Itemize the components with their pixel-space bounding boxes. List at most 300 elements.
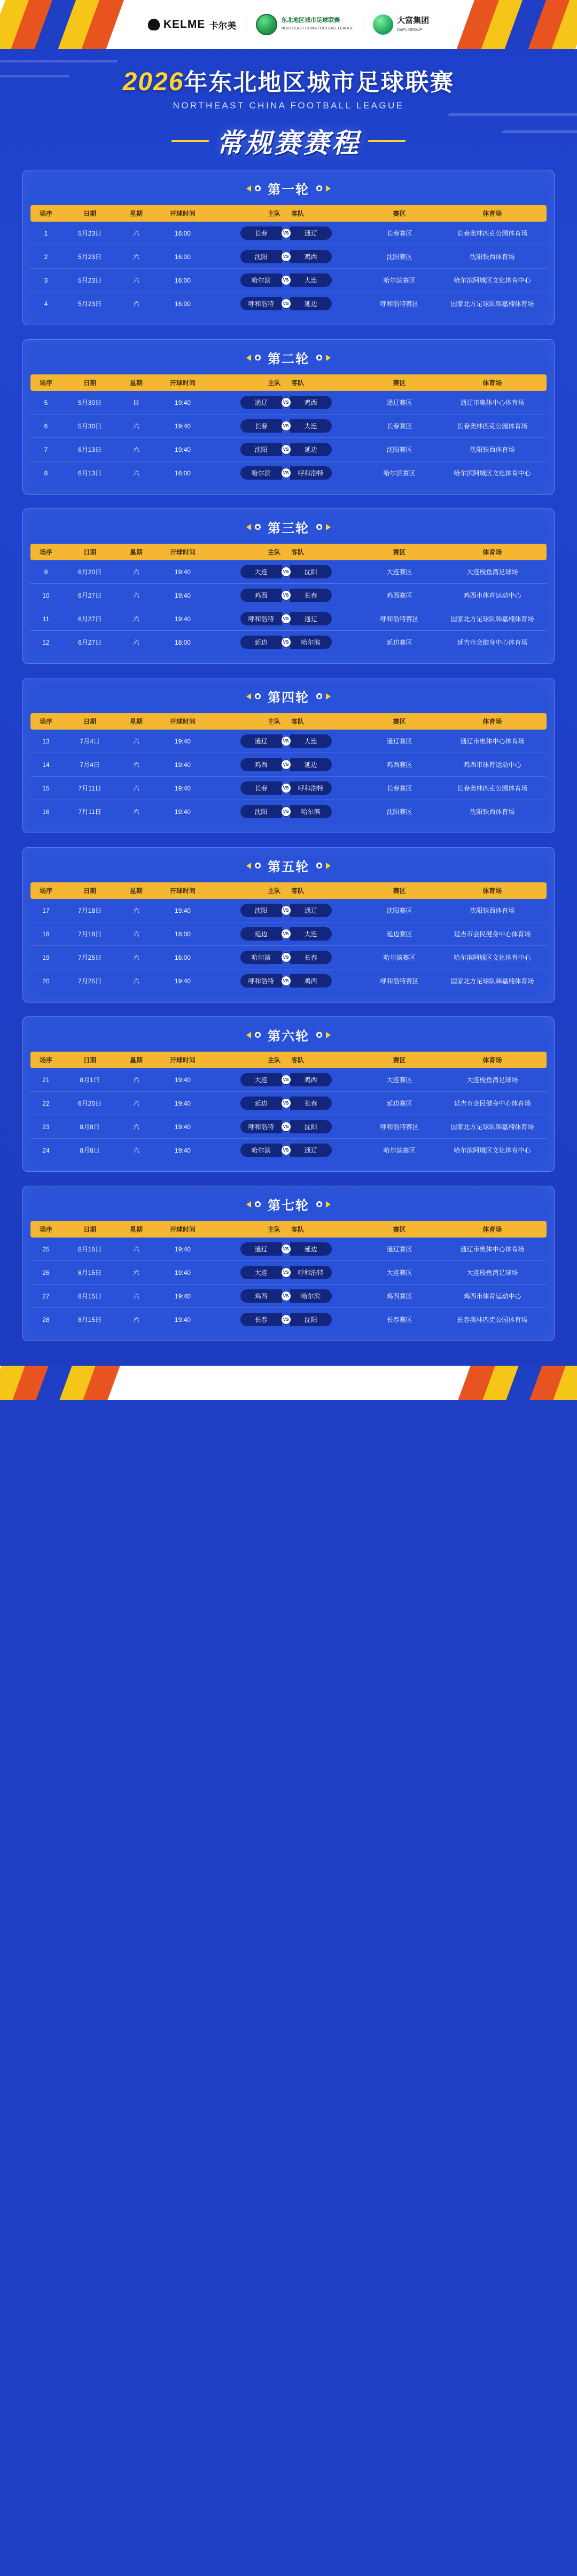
sponsor-name: 大富集团 DAFU GROUP xyxy=(397,15,430,32)
table-row[interactable] xyxy=(30,414,547,438)
home-team: 大连 xyxy=(240,1073,282,1086)
cell-matchup xyxy=(211,292,361,316)
vs-badge-icon: VS xyxy=(281,468,291,478)
cell-date: 7月11日 xyxy=(78,808,102,816)
football-icon xyxy=(316,693,323,700)
cell-area: 长春赛区 xyxy=(361,414,438,438)
column-header: 日期 xyxy=(61,882,118,899)
matchup xyxy=(212,1313,360,1326)
cell-area: 大连赛区 xyxy=(361,560,438,584)
cell-match-no: 28 xyxy=(42,1316,50,1324)
matchup xyxy=(212,589,360,602)
cell-venue: 长春奥林匹克公园体育场 xyxy=(457,1316,528,1324)
cell-match-no: 16 xyxy=(42,808,50,816)
cell-weekday: 六 xyxy=(118,1285,154,1308)
cell-weekday: 六 xyxy=(118,414,154,438)
schedule-table xyxy=(30,882,547,992)
cell-weekday: 六 xyxy=(118,607,154,631)
cell-match-no: 8 xyxy=(44,469,48,477)
cell-match-no: 10 xyxy=(30,584,61,607)
cell-match-no: 13 xyxy=(30,730,61,753)
vs-badge-icon: VS xyxy=(281,1145,291,1155)
cell-area: 延边赛区 xyxy=(386,639,412,646)
column-header: 赛区 xyxy=(361,713,438,730)
matchup xyxy=(212,1120,360,1133)
cell-date: 7月11日 xyxy=(61,777,118,800)
vs-badge-icon: VS xyxy=(281,275,291,285)
hero-title-cn: 东北地区城市足球联赛 xyxy=(208,69,455,96)
table-row[interactable] xyxy=(30,922,547,946)
football-icon xyxy=(254,693,261,700)
cell-date: 8月15日 xyxy=(61,1261,118,1285)
matchup xyxy=(212,805,360,818)
football-icon xyxy=(316,185,323,192)
cell-venue: 国家北方足球队韩嘉楠体育场 xyxy=(450,977,534,985)
vs-badge-icon: VS xyxy=(281,1267,291,1278)
page-title xyxy=(123,63,455,97)
cell-area: 鸡西赛区 xyxy=(361,1285,438,1308)
cell-match-no: 12 xyxy=(42,638,50,646)
cell-matchup xyxy=(211,1285,361,1308)
matchup xyxy=(212,974,360,988)
matchup xyxy=(212,1289,360,1303)
decor-bar-right xyxy=(368,140,406,142)
away-team: 长春 xyxy=(290,1097,332,1110)
vs-badge-icon: VS xyxy=(281,590,291,600)
column-header: 开球时间 xyxy=(154,544,211,560)
round-decor-left xyxy=(246,1201,261,1208)
round-card xyxy=(22,1186,555,1341)
home-team: 大连 xyxy=(240,565,282,578)
cell-area: 哈尔滨赛区 xyxy=(383,1147,416,1154)
hero-year: 2026 xyxy=(122,68,184,96)
cell-weekday: 六 xyxy=(118,922,154,946)
column-header: 主队 客队 xyxy=(211,1221,361,1238)
cell-area: 沈阳赛区 xyxy=(361,899,438,922)
column-header: 体育场 xyxy=(438,1052,547,1068)
table-row[interactable] xyxy=(30,1139,547,1162)
cell-match-no: 26 xyxy=(30,1261,61,1285)
cell-match-no: 21 xyxy=(30,1068,61,1092)
home-team: 延边 xyxy=(240,1097,282,1110)
home-team: 哈尔滨 xyxy=(240,466,282,480)
league-emblem-icon xyxy=(256,14,277,35)
round-decor-left xyxy=(246,1031,261,1038)
column-header: 日期 xyxy=(61,544,118,560)
table-row[interactable] xyxy=(30,1115,547,1139)
table-row[interactable] xyxy=(30,1308,547,1332)
cell-venue: 沈阳铁西体育场 xyxy=(438,899,547,922)
cell-match-no: 5 xyxy=(30,391,61,414)
matchup xyxy=(212,443,360,456)
cell-kickoff-time: 19:40 xyxy=(154,438,211,461)
cell-weekday: 六 xyxy=(133,977,140,985)
matchup xyxy=(212,951,360,964)
round-header xyxy=(30,856,547,875)
cell-matchup xyxy=(211,414,361,438)
triangle-icon xyxy=(326,524,331,530)
away-team: 延边 xyxy=(290,297,332,310)
football-icon xyxy=(254,862,261,869)
round-title: 第四轮 xyxy=(268,691,309,705)
column-header: 体育场 xyxy=(438,544,547,560)
cell-kickoff-time: 19:40 xyxy=(154,730,211,753)
table-row[interactable] xyxy=(30,946,547,969)
cell-match-no: 3 xyxy=(30,269,61,292)
football-icon xyxy=(316,1201,323,1208)
round-card xyxy=(22,170,555,325)
table-row[interactable] xyxy=(30,800,547,824)
vs-badge-icon: VS xyxy=(281,736,291,746)
cell-match-no: 20 xyxy=(42,977,50,985)
column-header: 开球时间 xyxy=(154,205,211,222)
column-header: 赛区 xyxy=(361,1052,438,1068)
cell-date: 7月18日 xyxy=(61,922,118,946)
cell-match-no: 19 xyxy=(30,946,61,969)
sponsor-logo xyxy=(373,14,429,35)
cell-matchup xyxy=(211,391,361,414)
cell-match-no: 1 xyxy=(30,222,61,245)
cell-venue: 通辽市奥体中心体育场 xyxy=(438,1238,547,1261)
table-row[interactable] xyxy=(30,777,547,800)
table-row[interactable] xyxy=(30,1261,547,1285)
round-card xyxy=(22,339,555,495)
round-card xyxy=(22,508,555,664)
cell-match-no: 7 xyxy=(30,438,61,461)
schedule-table xyxy=(30,374,547,484)
away-team: 大连 xyxy=(290,273,332,287)
round-decor-left xyxy=(246,354,261,361)
cell-kickoff-time: 16:00 xyxy=(154,269,211,292)
table-row[interactable] xyxy=(30,1238,547,1261)
cell-venue: 国家北方足球队韩嘉楠体育场 xyxy=(450,300,534,308)
hero-subtitle: 常规赛赛程 xyxy=(216,128,361,158)
cell-area: 大连赛区 xyxy=(361,1261,438,1285)
column-header: 日期 xyxy=(61,374,118,391)
column-header: 场序 xyxy=(30,205,61,222)
kelme-wordmark-cn: 卡尔美 xyxy=(209,20,237,31)
vs-badge-icon: VS xyxy=(281,783,291,793)
cell-weekday: 六 xyxy=(133,808,140,816)
table-header-row xyxy=(30,1221,547,1238)
triangle-icon xyxy=(326,185,331,192)
vs-badge-icon: VS xyxy=(281,760,291,770)
cell-area: 大连赛区 xyxy=(361,1068,438,1092)
cell-matchup xyxy=(211,969,361,993)
column-header: 日期 xyxy=(61,205,118,222)
home-team: 延边 xyxy=(240,927,282,941)
matchup xyxy=(212,1266,360,1279)
column-header: 日期 xyxy=(61,1221,118,1238)
cell-matchup xyxy=(211,777,361,800)
round-title: 第三轮 xyxy=(268,521,309,536)
column-header: 体育场 xyxy=(438,882,547,899)
table-row[interactable] xyxy=(30,607,547,631)
cell-date: 5月23日 xyxy=(78,300,102,308)
cell-weekday: 六 xyxy=(133,1147,140,1154)
football-icon xyxy=(316,1031,323,1038)
away-team: 呼和浩特 xyxy=(290,781,332,795)
vs-badge-icon: VS xyxy=(281,299,291,309)
round-card xyxy=(22,847,555,1003)
football-icon xyxy=(316,354,323,361)
cell-area: 通辽赛区 xyxy=(361,730,438,753)
column-header: 日期 xyxy=(61,1052,118,1068)
away-team: 沈阳 xyxy=(290,565,332,578)
table-row[interactable] xyxy=(30,1068,547,1092)
vs-badge-icon: VS xyxy=(281,397,291,408)
table-row[interactable] xyxy=(30,391,547,414)
home-team: 沈阳 xyxy=(240,443,282,456)
schedule-table xyxy=(30,1052,547,1162)
home-team: 哈尔滨 xyxy=(240,1144,282,1157)
table-row[interactable] xyxy=(30,1285,547,1308)
cell-venue: 通辽市奥体中心体育场 xyxy=(438,391,547,414)
away-team: 鸡西 xyxy=(290,1073,332,1086)
cell-area: 鸡西赛区 xyxy=(361,584,438,607)
column-header: 体育场 xyxy=(438,205,547,222)
table-row[interactable] xyxy=(30,730,547,753)
round-decor-left xyxy=(246,862,261,869)
round-decor-right xyxy=(316,354,331,361)
vs-badge-icon: VS xyxy=(281,807,291,817)
table-row[interactable] xyxy=(30,461,547,485)
cell-kickoff-time: 19:40 xyxy=(154,607,211,631)
column-header: 星期 xyxy=(118,544,154,560)
away-team: 大连 xyxy=(290,927,332,941)
round-decor-right xyxy=(316,185,331,192)
home-team: 长春 xyxy=(240,419,282,433)
cell-venue: 哈尔滨阿城区文化体育中心 xyxy=(454,469,531,477)
column-header: 主队 客队 xyxy=(211,374,361,391)
cell-weekday: 六 xyxy=(118,730,154,753)
cell-area: 哈尔滨赛区 xyxy=(383,469,416,477)
triangle-icon xyxy=(326,863,331,869)
table-row[interactable] xyxy=(30,438,547,461)
cell-match-no: 24 xyxy=(42,1146,50,1154)
cell-date: 8月1日 xyxy=(61,1068,118,1092)
round-decor-left xyxy=(246,185,261,192)
round-title: 第二轮 xyxy=(268,352,309,366)
vs-badge-icon: VS xyxy=(281,1098,291,1108)
column-header: 体育场 xyxy=(438,1221,547,1238)
schedule-table xyxy=(30,713,547,823)
home-team: 沈阳 xyxy=(240,805,282,818)
cell-kickoff-time: 19:40 xyxy=(154,899,211,922)
matchup xyxy=(212,466,360,480)
cell-weekday: 六 xyxy=(118,560,154,584)
cell-venue: 延吉市会健身中心体育场 xyxy=(457,639,528,646)
cell-kickoff-time: 19:40 xyxy=(174,1316,191,1324)
vs-badge-icon: VS xyxy=(281,929,291,939)
cell-matchup xyxy=(211,1092,361,1115)
home-team: 呼和浩特 xyxy=(240,1120,282,1133)
cell-matchup xyxy=(211,584,361,607)
cell-area: 沈阳赛区 xyxy=(361,438,438,461)
cell-venue: 长春奥林匹克公园体育场 xyxy=(438,777,547,800)
column-header: 主队 客队 xyxy=(211,882,361,899)
triangle-icon xyxy=(246,524,251,530)
matchup xyxy=(212,396,360,409)
cell-weekday: 六 xyxy=(118,753,154,777)
cell-area: 延边赛区 xyxy=(361,922,438,946)
cell-date: 7月25日 xyxy=(61,946,118,969)
cell-match-no: 2 xyxy=(30,245,61,269)
table-header-row xyxy=(30,374,547,391)
cell-weekday: 六 xyxy=(118,584,154,607)
kelme-foot-icon xyxy=(148,19,160,30)
cell-date: 6月27日 xyxy=(78,639,102,646)
cell-area: 通辽赛区 xyxy=(361,391,438,414)
cell-weekday: 六 xyxy=(118,946,154,969)
cell-kickoff-time: 19:40 xyxy=(154,1261,211,1285)
table-row[interactable] xyxy=(30,753,547,777)
football-icon xyxy=(254,1031,261,1038)
matchup xyxy=(212,250,360,263)
cell-venue: 大连梭鱼湾足球场 xyxy=(438,560,547,584)
home-team: 大连 xyxy=(240,1266,282,1279)
cell-date: 7月18日 xyxy=(61,899,118,922)
vs-badge-icon: VS xyxy=(281,1291,291,1301)
cell-area: 呼和浩特赛区 xyxy=(361,607,438,631)
table-row[interactable] xyxy=(30,584,547,607)
cell-matchup xyxy=(211,631,361,654)
round-header xyxy=(30,179,547,198)
cell-area: 沈阳赛区 xyxy=(386,808,412,816)
cell-venue: 鸡西市体育运动中心 xyxy=(438,753,547,777)
cell-weekday: 六 xyxy=(118,777,154,800)
vs-badge-icon: VS xyxy=(281,444,291,455)
matchup xyxy=(212,1073,360,1086)
away-team: 鸡西 xyxy=(290,396,332,409)
matchup xyxy=(212,419,360,433)
footer-bar xyxy=(0,1366,577,1400)
table-header-row xyxy=(30,882,547,899)
vs-badge-icon: VS xyxy=(281,1122,291,1132)
home-team: 呼和浩特 xyxy=(240,297,282,310)
column-header: 开球时间 xyxy=(154,1052,211,1068)
table-row[interactable] xyxy=(30,269,547,292)
column-header: 场序 xyxy=(30,1221,61,1238)
cell-area: 呼和浩特赛区 xyxy=(380,300,419,308)
home-team: 通辽 xyxy=(240,396,282,409)
table-row[interactable] xyxy=(30,292,547,316)
logo-row xyxy=(148,14,429,35)
cell-venue: 沈阳铁西体育场 xyxy=(438,438,547,461)
football-icon xyxy=(254,523,261,530)
cell-weekday: 六 xyxy=(118,1068,154,1092)
cell-date: 6月20日 xyxy=(61,560,118,584)
round-title: 第一轮 xyxy=(268,183,309,197)
football-icon xyxy=(316,862,323,869)
round-decor-right xyxy=(316,1201,331,1208)
cell-matchup xyxy=(211,269,361,292)
cell-match-no: 27 xyxy=(30,1285,61,1308)
cell-date: 7月4日 xyxy=(61,730,118,753)
matchup xyxy=(212,297,360,310)
cell-matchup xyxy=(211,560,361,584)
cell-area: 沈阳赛区 xyxy=(361,245,438,269)
round-decor-right xyxy=(316,523,331,530)
cell-weekday: 六 xyxy=(118,899,154,922)
home-team: 沈阳 xyxy=(240,250,282,263)
cell-kickoff-time: 19:40 xyxy=(154,414,211,438)
round-header xyxy=(30,687,547,706)
cell-area: 哈尔滨赛区 xyxy=(361,946,438,969)
round-title: 第七轮 xyxy=(268,1199,309,1213)
kelme-logo xyxy=(148,18,237,32)
column-header: 场序 xyxy=(30,713,61,730)
home-team: 长春 xyxy=(240,781,282,795)
cell-kickoff-time: 16:00 xyxy=(154,245,211,269)
round-decor-left xyxy=(246,693,261,700)
cell-kickoff-time: 19:40 xyxy=(174,1146,191,1154)
table-header-row xyxy=(30,713,547,730)
cell-venue: 哈尔滨阿城区文化体育中心 xyxy=(454,1147,531,1154)
table-row[interactable] xyxy=(30,1092,547,1115)
cell-venue: 通辽市奥体中心体育场 xyxy=(438,730,547,753)
sponsor-emblem-icon xyxy=(373,14,393,35)
cell-venue: 哈尔滨阿城区文化体育中心 xyxy=(438,269,547,292)
home-team: 长春 xyxy=(240,1313,282,1326)
cell-kickoff-time: 19:40 xyxy=(154,584,211,607)
table-row[interactable] xyxy=(30,969,547,993)
away-team: 哈尔滨 xyxy=(290,805,332,818)
round-decor-right xyxy=(316,1031,331,1038)
column-header: 赛区 xyxy=(361,205,438,222)
football-icon xyxy=(254,185,261,192)
football-icon xyxy=(316,523,323,530)
home-team: 呼和浩特 xyxy=(240,612,282,625)
cell-date: 5月23日 xyxy=(61,245,118,269)
table-row[interactable] xyxy=(30,245,547,269)
cell-venue: 延吉市会民健身中心体育场 xyxy=(438,922,547,946)
table-row[interactable] xyxy=(30,222,547,245)
matchup xyxy=(212,904,360,917)
triangle-icon xyxy=(246,863,251,869)
cell-area: 延边赛区 xyxy=(361,1092,438,1115)
matchup xyxy=(212,273,360,287)
home-team: 哈尔滨 xyxy=(240,951,282,964)
away-team: 大连 xyxy=(290,734,332,748)
cell-weekday: 六 xyxy=(118,222,154,245)
column-header: 赛区 xyxy=(361,374,438,391)
cell-kickoff-time: 19:40 xyxy=(154,1068,211,1092)
triangle-icon xyxy=(246,1201,251,1208)
vs-badge-icon: VS xyxy=(281,1075,291,1085)
table-row[interactable] xyxy=(30,631,547,654)
home-team: 沈阳 xyxy=(240,904,282,917)
cell-date: 5月30日 xyxy=(61,391,118,414)
table-header-row xyxy=(30,544,547,560)
cell-match-no: 9 xyxy=(30,560,61,584)
cell-kickoff-time: 18:00 xyxy=(174,638,191,646)
cell-date: 5月30日 xyxy=(61,414,118,438)
cell-venue: 鸡西市体育运动中心 xyxy=(438,584,547,607)
cell-area: 呼和浩特赛区 xyxy=(380,977,419,985)
cell-match-no: 15 xyxy=(30,777,61,800)
sponsor-bar xyxy=(0,0,577,49)
cell-kickoff-time: 16:00 xyxy=(154,222,211,245)
cell-venue: 哈尔滨阿城区文化体育中心 xyxy=(438,946,547,969)
schedule-table xyxy=(30,544,547,654)
cell-venue: 长春奥林匹克公园体育场 xyxy=(438,222,547,245)
table-row[interactable] xyxy=(30,560,547,584)
cell-kickoff-time: 19:40 xyxy=(154,777,211,800)
column-header: 星期 xyxy=(118,1221,154,1238)
cell-venue: 沈阳铁西体育场 xyxy=(438,245,547,269)
table-row[interactable] xyxy=(30,899,547,922)
